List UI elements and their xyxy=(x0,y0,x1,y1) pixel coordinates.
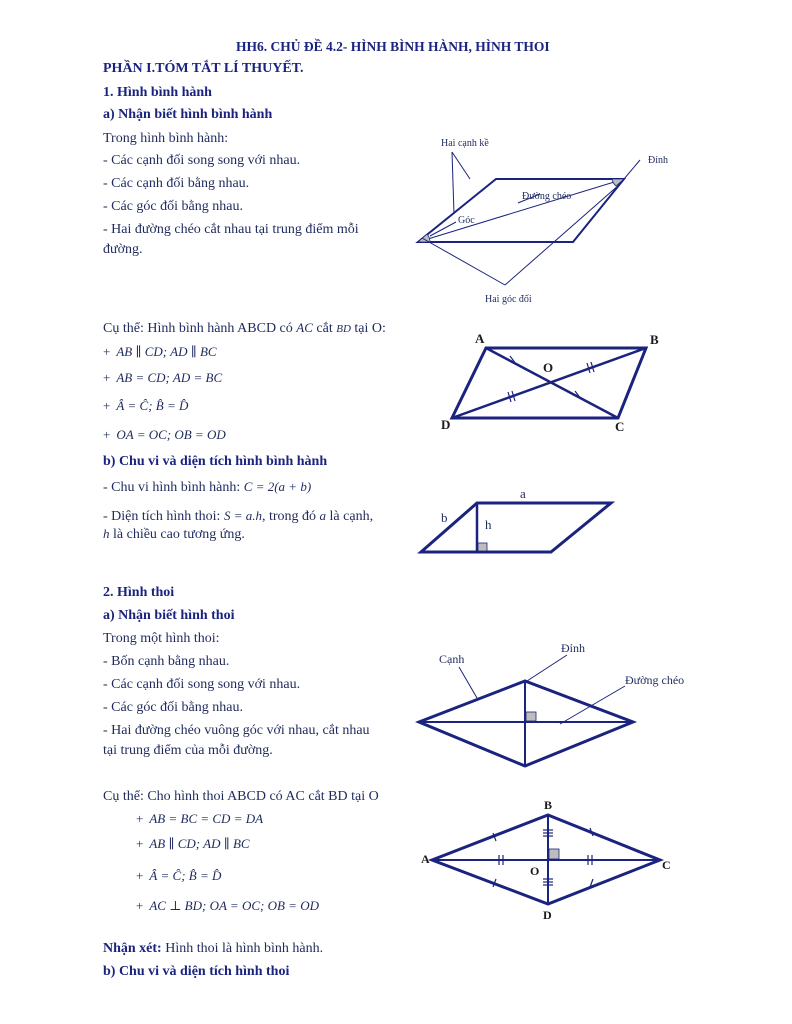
property-item: + Â = Ĉ; B̂ = D̂ xyxy=(136,868,222,883)
label-vertex: Đỉnh xyxy=(561,641,585,655)
vertex-b: B xyxy=(650,332,659,347)
rhombus-labeled-figure xyxy=(415,635,705,775)
perimeter-formula: C = 2(a + b) xyxy=(243,479,312,494)
section2-line: - Các góc đối bằng nhau. xyxy=(103,700,243,715)
center-o: O xyxy=(543,360,554,375)
section1b-heading: b) Chu vi và diện tích hình bình hành xyxy=(103,454,328,469)
specific-prefix: Cụ thể: Hình bình hành ABCD có xyxy=(103,321,297,336)
section1-line: - Các cạnh đối song song với nhau. xyxy=(103,153,301,168)
label-vertex: Đỉnh xyxy=(648,155,668,166)
leader-line xyxy=(452,152,470,179)
label-side: Cạnh xyxy=(439,652,465,666)
part-heading: PHẦN I.TÓM TẮT LÍ THUYẾT. xyxy=(103,61,304,76)
property-item: + AB = BC = CD = DA xyxy=(136,811,264,826)
right-angle-mark xyxy=(478,543,487,551)
section1-heading: 1. Hình bình hành xyxy=(103,85,212,100)
specific-ac: AC xyxy=(296,320,313,335)
property-item: + Â = Ĉ; B̂ = D̂ xyxy=(103,398,189,413)
vertex-a: A xyxy=(475,331,485,346)
area-formula: S = a.h xyxy=(223,508,262,523)
label-diagonal: Đường chéo xyxy=(625,673,685,687)
area-line: - Diện tích hình thoi: S = a.h, trong đó a là cạnh, xyxy=(103,508,374,524)
vertex-c: C xyxy=(615,419,625,434)
diagonal-line xyxy=(418,179,624,242)
section2-line: tại trung điểm của mỗi đường. xyxy=(103,743,273,758)
specific-bd: BD xyxy=(336,323,351,335)
section1-line: - Hai đường chéo cắt nhau tại trung điểm mỗi xyxy=(103,222,359,237)
leader-line xyxy=(560,686,625,724)
section2-line: - Bốn cạnh bằng nhau. xyxy=(103,654,230,669)
specific-suffix: tại O: xyxy=(350,321,386,336)
remark-text: Hình thoi là hình bình hành. xyxy=(161,941,324,956)
section2a-heading: a) Nhận biết hình thoi xyxy=(103,608,235,623)
vertex-b: B xyxy=(544,798,553,812)
section1-line: - Các cạnh đối bằng nhau. xyxy=(103,176,250,191)
area-line-2: h là chiều cao tương ứng. xyxy=(103,526,245,542)
vertex-d: D xyxy=(441,417,451,432)
specific-mid: cắt xyxy=(312,321,337,336)
section1-line: - Các góc đối bằng nhau. xyxy=(103,199,243,214)
parallelogram-height-figure xyxy=(415,485,620,560)
parallelogram-abcd-figure xyxy=(432,328,672,438)
parallelogram-shape xyxy=(421,503,611,552)
angle-mark xyxy=(418,234,430,242)
label-angle: Góc xyxy=(458,215,475,226)
section1-intro: Trong hình bình hành: xyxy=(103,131,229,146)
leader-line xyxy=(624,160,640,179)
rhombus-abcd-figure xyxy=(418,795,678,925)
label-b: b xyxy=(441,510,448,525)
remark-line xyxy=(103,941,323,957)
section2-specific: Cụ thể: Cho hình thoi ABCD có AC cắt BD tại O xyxy=(103,789,379,804)
perimeter-line: - Chu vi hình bình hành: C = 2(a + b) xyxy=(103,479,312,495)
leader-line xyxy=(527,655,567,681)
label-adjacent-sides: Hai cạnh kề xyxy=(441,138,489,149)
property-item: + AC ⊥ BD; OA = OC; OB = OD xyxy=(136,898,319,913)
vertex-a: A xyxy=(421,852,430,866)
section2-intro: Trong một hình thoi: xyxy=(103,631,220,646)
property-item: + AB = CD; AD = BC xyxy=(103,370,223,385)
leader-line xyxy=(452,152,454,214)
property-item: + AB ∥ CD; AD ∥ BC xyxy=(136,836,250,851)
label-opposite-angles: Hai góc đối xyxy=(485,294,532,305)
label-a: a xyxy=(520,486,526,501)
page-title: HH6. CHỦ ĐỀ 4.2- HÌNH BÌNH HÀNH, HÌNH THOI xyxy=(236,39,550,54)
property-item: + AB ∥ CD; AD ∥ BC xyxy=(103,344,217,359)
label-h: h xyxy=(485,517,492,532)
section1a-heading: a) Nhận biết hình bình hành xyxy=(103,107,273,122)
right-angle-mark xyxy=(549,849,559,859)
leader-line xyxy=(459,667,477,698)
right-angle-mark xyxy=(526,712,536,721)
parallelogram-labeled-figure xyxy=(410,130,700,310)
section2-line: - Các cạnh đối song song với nhau. xyxy=(103,677,301,692)
label-diagonal: Đường chéo xyxy=(522,191,572,202)
section2b-heading: b) Chu vi và diện tích hình thoi xyxy=(103,964,290,979)
section1-specific xyxy=(103,320,386,337)
leader-line xyxy=(422,238,505,285)
remark-label: Nhận xét: xyxy=(103,941,162,956)
section1-line: đường. xyxy=(103,242,143,257)
section2-heading: 2. Hình thoi xyxy=(103,585,175,600)
vertex-c: C xyxy=(662,858,671,872)
section2-line: - Hai đường chéo vuông góc với nhau, cắt nhau xyxy=(103,723,370,738)
center-o: O xyxy=(530,864,540,878)
property-item: + OA = OC; OB = OD xyxy=(103,427,226,442)
vertex-d: D xyxy=(543,908,552,922)
